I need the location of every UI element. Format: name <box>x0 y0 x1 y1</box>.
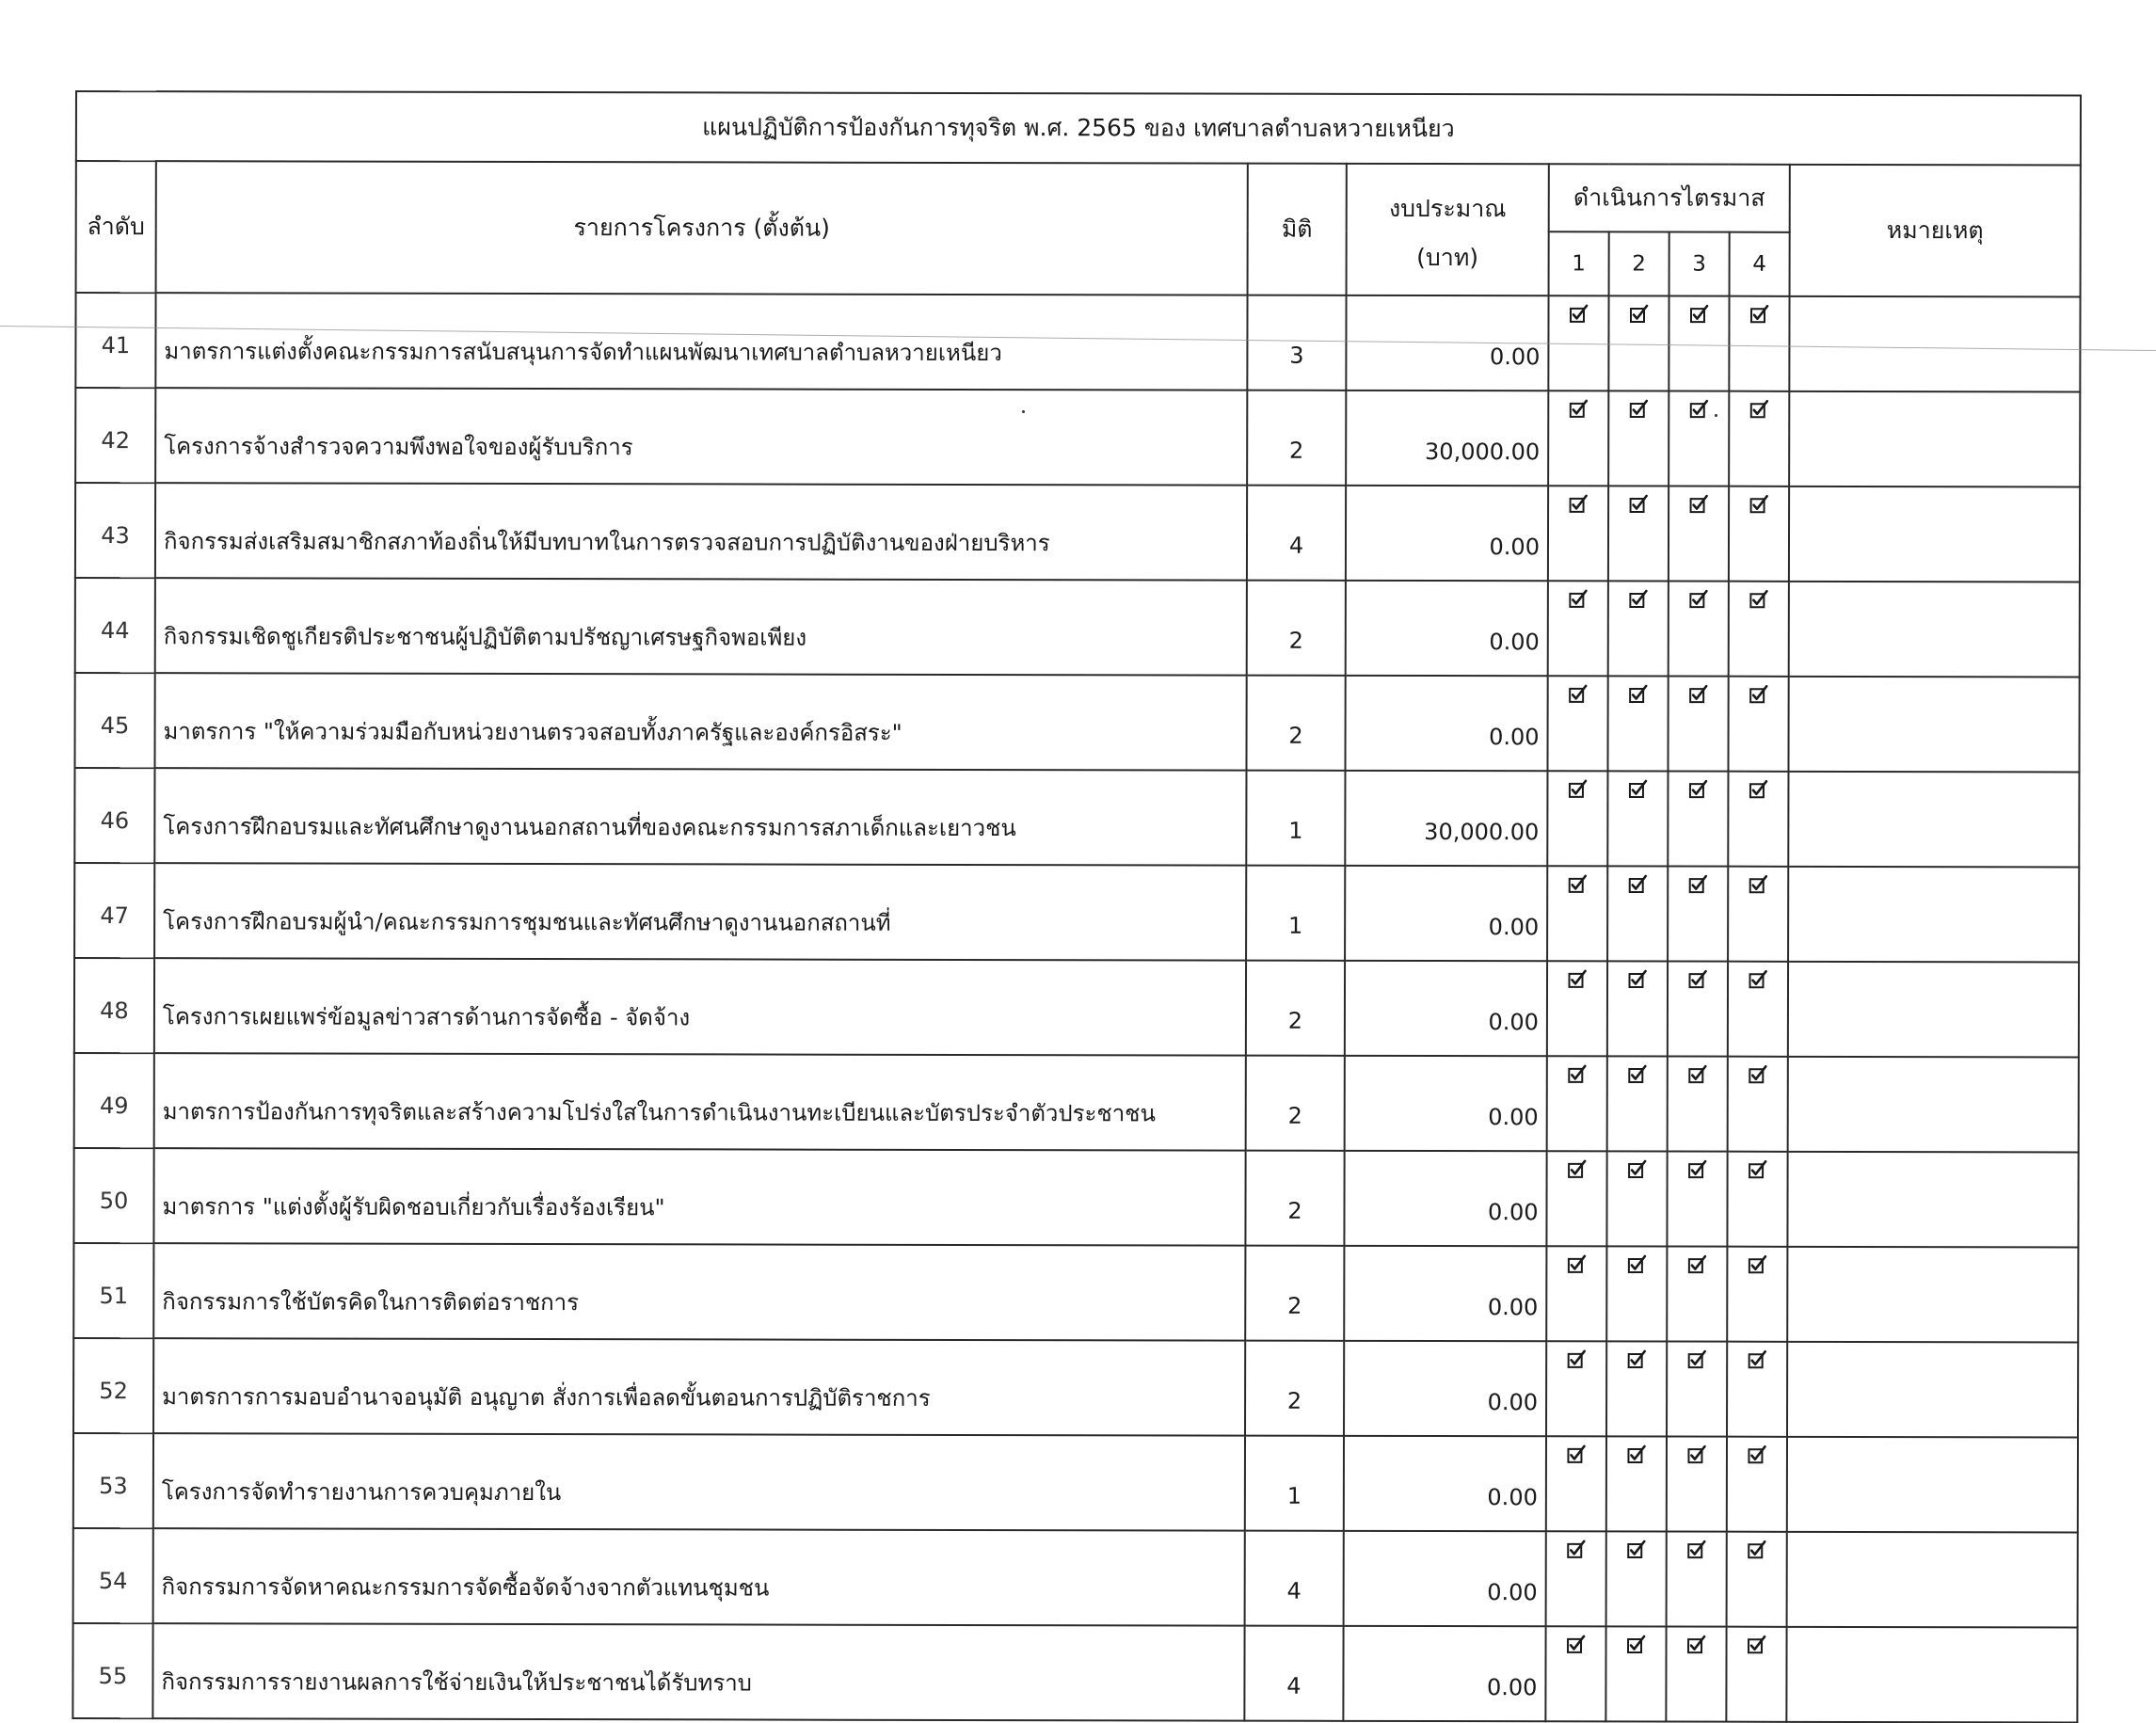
checked-box-icon <box>1567 1348 1586 1366</box>
row-budget: 0.00 <box>1345 961 1547 1056</box>
checked-box-icon <box>1629 682 1648 701</box>
row-budget: 0.00 <box>1346 295 1548 391</box>
checked-box-icon <box>1687 1253 1706 1272</box>
row-remark <box>1787 1437 2078 1533</box>
row-project-name: โครงการฝึกอบรมและทัศนศึกษาดูงานนอกสถานที่ของคณะกรรมการสภาเด็กและเยาวชน <box>154 768 1246 865</box>
checked-box-icon <box>1629 302 1648 321</box>
checked-box-icon <box>1568 872 1587 891</box>
checked-box-icon <box>1749 968 1767 987</box>
row-dimension: 1 <box>1245 1436 1344 1531</box>
table-body <box>72 293 2080 1722</box>
scan-speck <box>1715 414 1717 417</box>
row-quarter-3 <box>1667 1532 1727 1627</box>
checked-box-icon <box>1568 967 1587 986</box>
checked-box-icon <box>1689 398 1708 417</box>
document-sheet <box>72 90 2080 1700</box>
table-row <box>74 1053 2079 1152</box>
row-budget: 30,000.00 <box>1345 771 1547 866</box>
row-remark <box>1789 582 2080 678</box>
row-order: 48 <box>74 958 154 1053</box>
row-budget: 0.00 <box>1345 676 1547 771</box>
row-budget: 30,000.00 <box>1346 391 1548 486</box>
row-quarter-4 <box>1729 391 1789 487</box>
row-quarter-1 <box>1546 1246 1606 1341</box>
checked-box-icon <box>1688 1158 1707 1177</box>
row-quarter-1 <box>1547 866 1607 961</box>
row-quarter-4 <box>1728 1057 1788 1152</box>
row-quarter-2 <box>1607 961 1668 1056</box>
row-remark <box>1788 867 2079 963</box>
checked-box-icon <box>1689 588 1708 607</box>
table-row <box>73 1528 2078 1627</box>
checked-box-icon <box>1749 873 1767 892</box>
row-order: 55 <box>72 1623 152 1718</box>
checked-box-icon <box>1748 1348 1766 1367</box>
row-quarter-3 <box>1668 1057 1728 1152</box>
checked-box-icon <box>1568 777 1587 796</box>
row-quarter-2 <box>1608 581 1669 676</box>
checked-box-icon <box>1567 1538 1586 1556</box>
row-project-name: กิจกรรมเชิดชูเกียรติประชาชนผู้ปฏิบัติตามปรัชญาเศรษฐกิจพอเพียง <box>155 578 1247 675</box>
row-remark <box>1788 677 2079 773</box>
row-quarter-4 <box>1729 487 1789 582</box>
row-quarter-3 <box>1668 867 1728 962</box>
checked-box-icon <box>1627 1633 1646 1651</box>
row-quarter-4 <box>1727 1152 1787 1247</box>
row-dimension: 1 <box>1246 866 1345 961</box>
row-quarter-3 <box>1667 1342 1727 1437</box>
row-quarter-4 <box>1727 1247 1787 1342</box>
checked-box-icon <box>1749 1158 1767 1177</box>
checked-box-icon <box>1627 1252 1646 1271</box>
row-quarter-1 <box>1546 1341 1606 1436</box>
table-row <box>72 1623 2077 1722</box>
row-dimension: 2 <box>1246 1056 1345 1151</box>
row-order: 46 <box>74 768 154 863</box>
header-remark: หมายเหตุ <box>1790 165 2081 297</box>
row-order: 44 <box>75 578 155 673</box>
row-order: 42 <box>75 388 155 483</box>
row-order: 53 <box>73 1433 153 1528</box>
checked-box-icon <box>1749 1063 1767 1082</box>
table-row <box>73 1243 2078 1342</box>
row-quarter-3 <box>1669 296 1729 391</box>
checked-box-icon <box>1627 1443 1646 1461</box>
checked-box-icon <box>1749 493 1768 512</box>
checked-box-icon <box>1748 1253 1766 1272</box>
row-project-name: มาตรการแต่งตั้งคณะกรรมการสนับสนุนการจัดทำแผนพัฒนาเทศบาลตำบลหวายเหนียว <box>155 293 1247 390</box>
header-dimension: มิติ <box>1248 164 1347 295</box>
row-dimension: 1 <box>1246 771 1345 866</box>
checked-box-icon <box>1629 587 1648 606</box>
scan-speck <box>1022 410 1025 413</box>
row-quarter-4 <box>1729 582 1789 677</box>
row-quarter-2 <box>1606 1436 1667 1531</box>
row-order: 41 <box>75 293 155 388</box>
row-remark <box>1786 1627 2077 1723</box>
row-quarter-1 <box>1547 676 1607 771</box>
row-dimension: 2 <box>1245 1341 1344 1436</box>
row-quarter-2 <box>1608 391 1669 486</box>
header-project: รายการโครงการ (ตั้งต้น) <box>156 161 1248 295</box>
row-dimension: 2 <box>1245 1151 1344 1246</box>
checked-box-icon <box>1687 1444 1706 1462</box>
row-budget: 0.00 <box>1344 1531 1546 1626</box>
row-order: 50 <box>73 1148 153 1243</box>
checked-box-icon <box>1748 1634 1766 1652</box>
row-order: 49 <box>74 1053 154 1148</box>
row-quarter-2 <box>1606 1531 1667 1626</box>
row-order: 47 <box>74 863 154 958</box>
row-budget: 0.00 <box>1344 1341 1546 1436</box>
checked-box-icon <box>1628 1157 1647 1176</box>
row-project-name: โครงการจัดทำรายงานการควบคุมภายใน <box>153 1433 1245 1530</box>
table-row <box>75 293 2080 391</box>
row-dimension: 4 <box>1244 1626 1343 1721</box>
checked-box-icon <box>1749 303 1768 322</box>
checked-box-icon <box>1688 873 1707 892</box>
row-quarter-4 <box>1728 772 1788 867</box>
row-quarter-3 <box>1667 1437 1727 1532</box>
row-quarter-1 <box>1547 1056 1607 1151</box>
row-quarter-1 <box>1548 391 1608 486</box>
row-budget: 0.00 <box>1344 1436 1546 1531</box>
row-quarter-3 <box>1669 582 1729 677</box>
row-quarter-1 <box>1548 581 1608 676</box>
checked-box-icon <box>1567 1443 1586 1461</box>
row-budget: 0.00 <box>1345 1056 1547 1151</box>
header-q1: 1 <box>1549 231 1609 295</box>
row-remark <box>1787 1342 2078 1438</box>
row-quarter-4 <box>1729 296 1789 391</box>
plan-table <box>72 90 2082 1723</box>
checked-box-icon <box>1627 1538 1646 1556</box>
checked-box-icon <box>1687 1539 1706 1557</box>
checked-box-icon <box>1628 1062 1647 1081</box>
checked-box-icon <box>1569 397 1588 416</box>
row-project-name: กิจกรรมส่งเสริมสมาชิกสภาท้องถิ่นให้มีบทบาทในการตรวจสอบการปฏิบัติงานของฝ่ายบริหาร <box>155 483 1247 580</box>
header-quarters: ดำเนินการไตรมาส <box>1549 164 1790 232</box>
row-order: 45 <box>74 673 154 768</box>
row-quarter-1 <box>1548 486 1608 581</box>
row-quarter-1 <box>1547 771 1607 866</box>
row-quarter-4 <box>1726 1627 1786 1722</box>
row-project-name: กิจกรรมการจัดหาคณะกรรมการจัดซื้อจัดจ้างจากตัวแทนชุมชน <box>153 1528 1245 1625</box>
row-quarter-3 <box>1669 487 1729 582</box>
row-remark <box>1789 391 2080 487</box>
checked-box-icon <box>1569 492 1588 511</box>
row-remark <box>1788 962 2079 1058</box>
row-quarter-1 <box>1546 1436 1606 1531</box>
row-quarter-4 <box>1728 867 1788 962</box>
row-order: 54 <box>73 1528 153 1623</box>
checked-box-icon <box>1748 1444 1766 1462</box>
table-row <box>73 1338 2078 1437</box>
row-dimension: 2 <box>1246 676 1345 771</box>
checked-box-icon <box>1749 588 1768 607</box>
checked-box-icon <box>1628 967 1647 986</box>
checked-box-icon <box>1628 872 1647 891</box>
row-quarter-1 <box>1546 1151 1606 1246</box>
row-dimension: 4 <box>1245 1531 1344 1626</box>
row-dimension: 2 <box>1246 961 1345 1056</box>
header-budget <box>1347 164 1549 295</box>
row-quarter-3 <box>1668 677 1728 772</box>
checked-box-icon <box>1627 1348 1646 1366</box>
row-remark <box>1787 1247 2078 1343</box>
checked-box-icon <box>1629 397 1648 416</box>
table-row <box>73 1433 2078 1532</box>
row-project-name: กิจกรรมการรายงานผลการใช้จ่ายเงินให้ประชาชนได้รับทราบ <box>152 1623 1244 1720</box>
checked-box-icon <box>1689 493 1708 512</box>
header-q2: 2 <box>1609 231 1669 295</box>
checked-box-icon <box>1569 682 1588 701</box>
header-q3: 3 <box>1669 232 1730 296</box>
row-dimension: 2 <box>1247 581 1346 676</box>
row-remark <box>1789 296 2080 392</box>
row-quarter-4 <box>1728 962 1788 1057</box>
row-quarter-3 <box>1668 962 1728 1057</box>
checked-box-icon <box>1687 1634 1706 1652</box>
checked-box-icon <box>1688 1063 1707 1082</box>
row-quarter-1 <box>1545 1626 1605 1721</box>
row-project-name: โครงการเผยแพร่ข้อมูลข่าวสารด้านการจัดซื้อ - จัดจ้าง <box>154 958 1246 1055</box>
checked-box-icon <box>1569 587 1588 606</box>
row-project-name: กิจกรรมการใช้บัตรคิดในการติดต่อราชการ <box>153 1243 1245 1340</box>
table-title: แผนปฏิบัติการป้องกันการทุจริต พ.ศ. 2565 ของ เทศบาลตำบลหวายเหนียว <box>76 91 2081 165</box>
row-quarter-2 <box>1607 1056 1668 1151</box>
row-budget: 0.00 <box>1346 486 1548 581</box>
row-quarter-4 <box>1727 1532 1787 1627</box>
row-budget: 0.00 <box>1343 1626 1545 1721</box>
table-row <box>74 673 2079 772</box>
table-row <box>74 958 2079 1057</box>
row-quarter-4 <box>1727 1342 1787 1437</box>
row-quarter-2 <box>1607 771 1668 866</box>
row-budget: 0.00 <box>1345 866 1547 961</box>
row-quarter-3 <box>1667 1152 1727 1247</box>
row-remark <box>1789 487 2080 582</box>
row-budget: 0.00 <box>1344 1246 1546 1341</box>
table-row <box>73 1148 2078 1247</box>
row-quarter-3 <box>1668 772 1728 867</box>
checked-box-icon <box>1567 1633 1586 1651</box>
row-project-name: มาตรการการมอบอำนาจอนุมัติ อนุญาต สั่งการเพื่อลดขั้นตอนการปฏิบัติราชการ <box>153 1338 1245 1435</box>
row-project-name: มาตรการ "แต่งตั้งผู้รับผิดชอบเกี่ยวกับเรื่องร้องเรียน" <box>153 1148 1245 1245</box>
row-budget: 0.00 <box>1346 581 1548 676</box>
row-quarter-2 <box>1607 676 1668 771</box>
row-quarter-2 <box>1605 1626 1666 1721</box>
row-project-name: มาตรการ "ให้ความร่วมมือกับหน่วยงานตรวจสอบทั้งภาครัฐและองค์กรอิสระ" <box>154 673 1246 770</box>
row-budget: 0.00 <box>1344 1151 1546 1246</box>
row-dimension: 2 <box>1245 1246 1344 1341</box>
checked-box-icon <box>1688 778 1707 797</box>
header-order: ลำดับ <box>76 161 156 293</box>
header-q4: 4 <box>1730 232 1790 296</box>
checked-box-icon <box>1568 1157 1587 1176</box>
table-row <box>75 483 2080 582</box>
row-remark <box>1788 1057 2079 1153</box>
row-quarter-2 <box>1607 866 1668 961</box>
row-order: 51 <box>73 1243 153 1338</box>
row-remark <box>1787 1152 2078 1248</box>
table-row <box>74 768 2079 867</box>
checked-box-icon <box>1568 1062 1587 1081</box>
checked-box-icon <box>1688 968 1707 987</box>
row-dimension: 2 <box>1247 391 1346 486</box>
checked-box-icon <box>1749 398 1768 417</box>
row-quarter-3 <box>1669 391 1729 487</box>
table-row <box>74 863 2079 962</box>
header-budget-line1: งบประมาณ <box>1388 194 1507 223</box>
checked-box-icon <box>1569 302 1588 321</box>
table-row <box>75 578 2080 677</box>
row-dimension: 3 <box>1247 295 1346 391</box>
row-project-name: โครงการฝึกอบรมผู้นำ/คณะกรรมการชุมชนและทัศนศึกษาดูงานนอกสถานที่ <box>154 863 1246 960</box>
row-quarter-4 <box>1728 677 1788 772</box>
row-project-name: โครงการจ้างสำรวจความพึงพอใจของผู้รับบริการ <box>155 388 1247 485</box>
row-quarter-2 <box>1606 1341 1667 1436</box>
checked-box-icon <box>1628 777 1647 796</box>
row-quarter-3 <box>1667 1247 1727 1342</box>
row-order: 43 <box>75 483 155 578</box>
row-remark <box>1788 772 2079 868</box>
row-project-name: มาตรการป้องกันการทุจริตและสร้างความโปร่งใสในการดำเนินงานทะเบียนและบัตรประจำตัวประชาชน <box>154 1053 1246 1150</box>
checked-box-icon <box>1749 683 1768 702</box>
row-quarter-4 <box>1727 1437 1787 1532</box>
checked-box-icon <box>1629 492 1648 511</box>
row-quarter-1 <box>1547 961 1607 1056</box>
checked-box-icon <box>1567 1252 1586 1271</box>
header-budget-line2: (บาท) <box>1416 243 1479 272</box>
row-order: 52 <box>73 1338 153 1433</box>
checked-box-icon <box>1749 778 1767 797</box>
row-quarter-2 <box>1606 1151 1667 1246</box>
checked-box-icon <box>1687 1348 1706 1367</box>
row-quarter-2 <box>1606 1246 1667 1341</box>
row-quarter-1 <box>1546 1531 1606 1626</box>
checked-box-icon <box>1748 1539 1766 1557</box>
table-row <box>75 388 2080 487</box>
checked-box-icon <box>1689 683 1708 702</box>
row-remark <box>1787 1532 2078 1628</box>
row-quarter-3 <box>1666 1627 1726 1722</box>
row-quarter-2 <box>1608 486 1669 581</box>
row-dimension: 4 <box>1247 486 1346 581</box>
checked-box-icon <box>1689 303 1708 322</box>
